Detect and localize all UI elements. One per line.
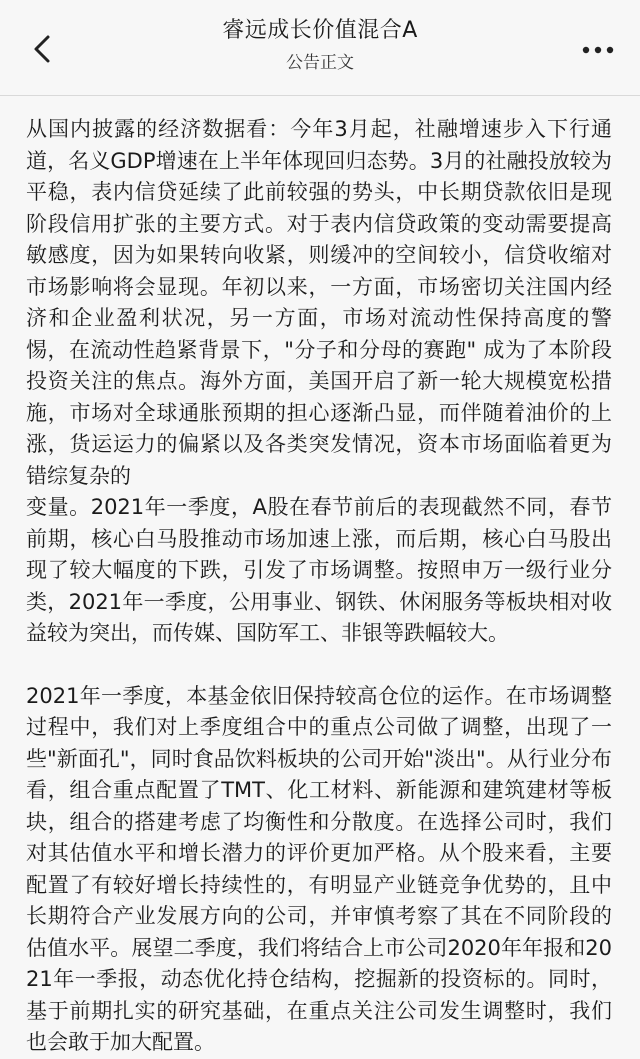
page-title: 睿远成长价值混合A <box>222 18 418 43</box>
more-button[interactable] <box>580 42 616 58</box>
more-dots-icon <box>580 42 616 58</box>
article-body <box>0 96 640 1059</box>
top-nav-bar <box>0 0 640 96</box>
page-subtitle: 公告正文 <box>286 53 354 73</box>
article-paragraph-1: 从国内披露的经济数据看：今年3月起，社融增速步入下行通道，名义GDP增速在上半年体现回归态势。3月的社融投放较为平稳，表内信贷延续了此前较强的势头，中长期贷款依旧是现阶段信用扩张的主要方式。对于表内信贷政策的变动需要提高敏感度，因为如果转向收紧，则缓冲的空间较小，信贷收缩对市场影响将会显现。年初以来，一方面，市场密切关注国内经济和企业盈利状况，另一方面，市场对流动性保持高度的警惕，在流动性趋紧背景下，"分子和分母的赛跑" 成为了本阶段投资关注的焦点。海外方面，美国开启了新一轮大规模宽松措施，市场对全球通胀预期的担心逐渐凸显，而伴随着油价的上涨，货运运力的偏紧以及各类突发情况，资本市场面临着更为错综复杂的 变量。2021年一季度，A股在春节前后的表现截然不同，春节前期，核心白马股推动市场加速上涨，而后期，核心白马股出现了较大幅度的下跌，引发了市场调整。按照申万一级行业分类，2021年一季度，公用事业、钢铁、休闲服务等板块相对收益较为突出，而传媒、国防军工、非银等跌幅较大。 <box>26 117 612 645</box>
article-paragraph-2: 2021年一季度，本基金依旧保持较高仓位的运作。在市场调整过程中，我们对上季度组合中的重点公司做了调整，出现了一些"新面孔"，同时食品饮料板块的公司开始"淡出"。从行业分布看，组合重点配置了TMT、化工材料、新能源和建筑建材等板块，组合的搭建考虑了均衡性和分散度。在选择公司时，我们对其估值水平和增长潜力的评价更加严格。从个股来看，主要配置了有较好增长持续性的，有明显产业链竞争优势的，且中长期符合产业发展方向的公司，并审慎考察了其在不同阶段的估值水平。展望二季度，我们将结合上市公司2020年年报和2021年一季报，动态优化持仓结构，挖掘新的投资标的。同时，基于前期扎实的研究基础，在重点关注公司发生调整时，我们也会敢于加大配置。 <box>26 683 612 1054</box>
title-area <box>0 16 640 76</box>
